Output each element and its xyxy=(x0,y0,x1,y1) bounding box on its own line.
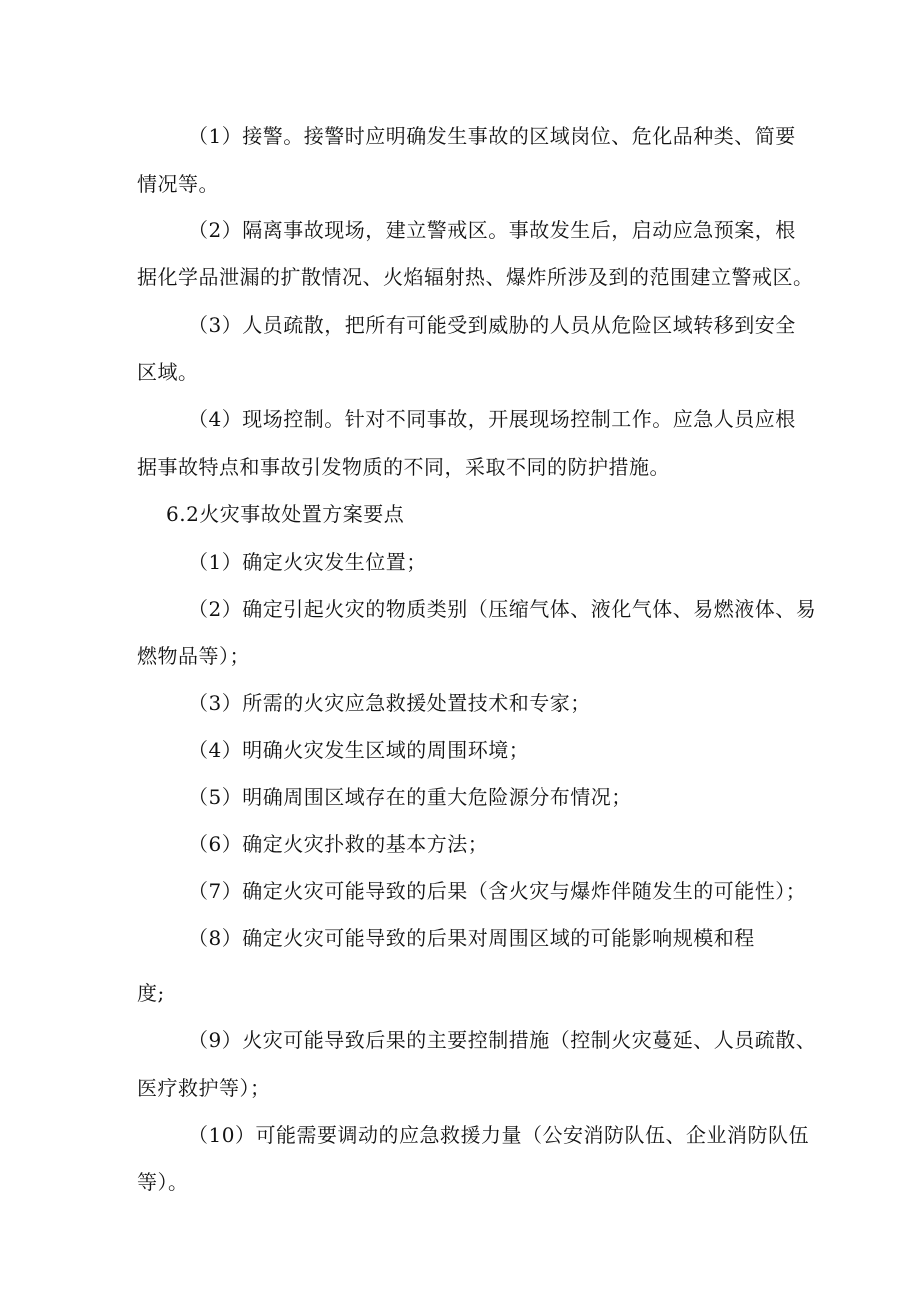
list-item-9-line-2: 医疗救护等）； xyxy=(137,1076,271,1100)
list-item-8-line-2: 度; xyxy=(137,981,165,1005)
paragraph-1-line-2: 情况等。 xyxy=(137,172,219,196)
paragraph-3-line-2: 区域。 xyxy=(137,360,199,384)
list-item-2-line-2: 燃物品等）； xyxy=(137,644,250,668)
section-heading: 6.2火灾事故处置方案要点 xyxy=(166,502,405,526)
list-item-4: （4）明确火灾发生区域的周围环境； xyxy=(188,738,530,762)
list-item-2-line-1: （2）确定引起火灾的物质类别（压缩气体、液化气体、易燃液体、易 xyxy=(188,597,817,621)
list-item-10-line-2: 等）。 xyxy=(137,1170,189,1194)
paragraph-1-line-1: （1）接警。接警时应明确发生事故的区域岗位、危化品种类、简要 xyxy=(188,124,796,148)
list-item-10-line-1: （10）可能需要调动的应急救援力量（公安消防队伍、企业消防队伍 xyxy=(188,1123,809,1147)
list-item-1: （1）确定火灾发生位置； xyxy=(188,550,427,574)
paragraph-4-line-2: 据事故特点和事故引发物质的不同，采取不同的防护措施。 xyxy=(137,455,670,479)
list-item-9-line-1: （9）火灾可能导致后果的主要控制措施（控制火灾蔓延、人员疏散、 xyxy=(188,1028,817,1052)
list-item-5: （5）明确周围区域存在的重大危险源分布情况； xyxy=(188,785,632,809)
paragraph-4-line-1: （4）现场控制。针对不同事故，开展现场控制工作。应急人员应根 xyxy=(188,407,796,431)
list-item-3: （3）所需的火灾应急救援处置技术和专家； xyxy=(188,691,591,715)
list-item-7: （7）确定火灾可能导致的后果（含火灾与爆炸伴随发生的可能性）； xyxy=(188,879,807,903)
paragraph-3-line-1: （3）人员疏散，把所有可能受到威胁的人员从危险区域转移到安全 xyxy=(188,313,796,337)
list-item-6: （6）确定火灾扑救的基本方法； xyxy=(188,832,489,856)
paragraph-2-line-1: （2）隔离事故现场，建立警戒区。事故发生后，启动应急预案，根 xyxy=(188,218,796,242)
paragraph-2-line-2: 据化学品泄漏的扩散情况、火焰辐射热、爆炸所涉及到的范围建立警戒区。 xyxy=(137,265,814,289)
list-item-8-line-1: （8）确定火灾可能导致的后果对周围区域的可能影响规模和程 xyxy=(188,926,755,950)
